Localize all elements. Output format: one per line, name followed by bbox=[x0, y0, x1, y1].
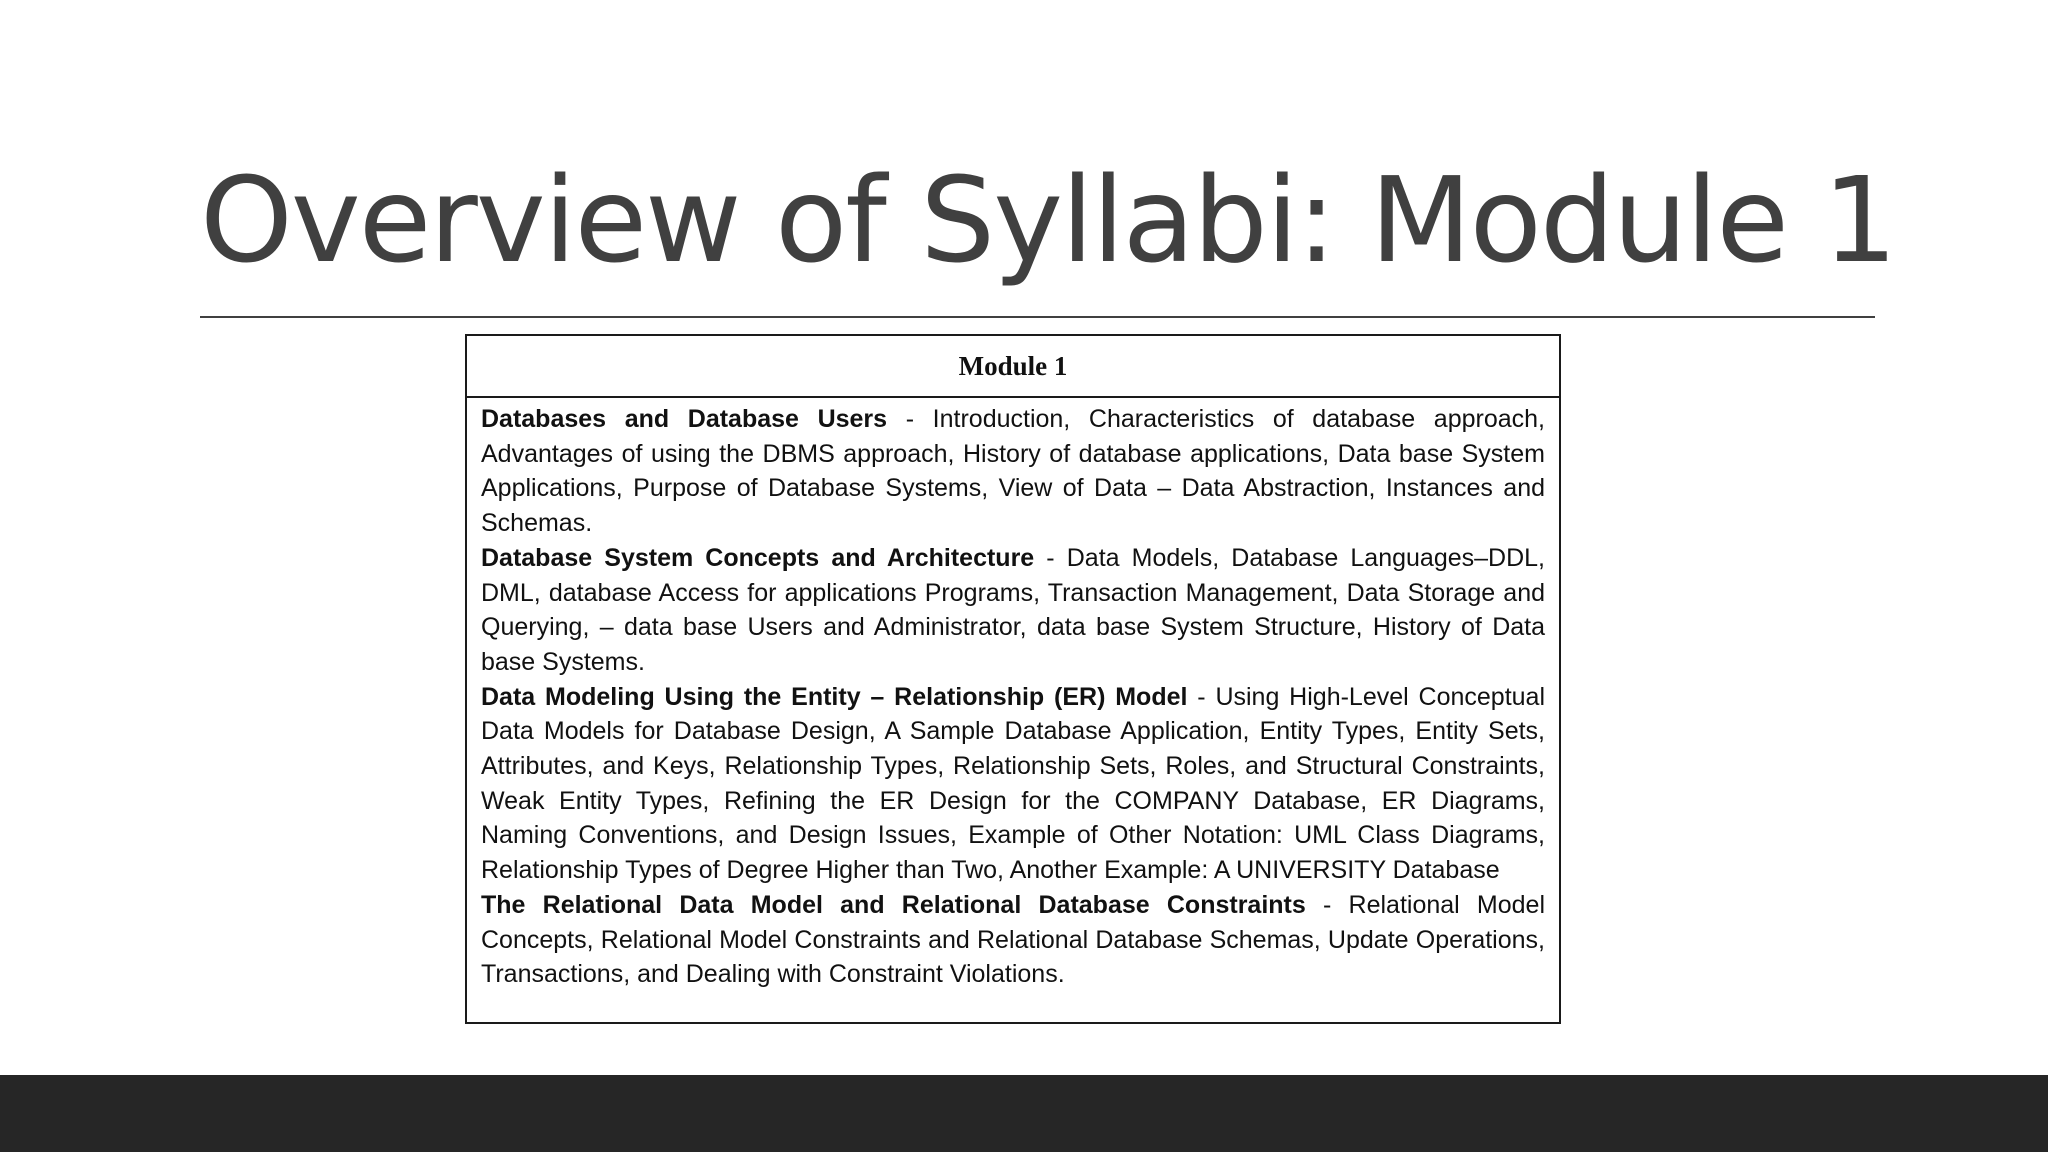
topic-separator: - bbox=[1187, 682, 1216, 711]
topic-separator: - bbox=[1034, 543, 1067, 572]
footer-bar bbox=[0, 1075, 2048, 1152]
topic-databases-and-users bbox=[481, 402, 1545, 541]
topic-text: Relational Model Concepts, Relational Model Constraints and Relational Database Schemas, Update Operations, Transactions, and Dealing with Constraint Violations. bbox=[481, 890, 1546, 989]
topic-system-concepts bbox=[481, 541, 1545, 680]
topic-separator: - bbox=[1305, 890, 1349, 919]
topic-relational-model bbox=[481, 888, 1545, 992]
topic-separator: - bbox=[887, 405, 933, 433]
topic-heading: The Relational Data Model and Relational Database Constraints bbox=[481, 890, 1306, 919]
topic-heading: Data Modeling Using the Entity – Relationship (ER) Model bbox=[481, 682, 1188, 711]
module-body bbox=[467, 398, 1559, 992]
title-divider bbox=[200, 316, 1875, 318]
topic-text: Data Models, Database Languages–DDL, DML, database Access for applications Programs, Transaction Management, Data Storage and Querying, – data base Users and Administrator, data base System Structure, History of Data base Systems. bbox=[481, 543, 1545, 676]
topic-text: Introduction, Characteristics of database approach, Advantages of using the DBMS approach, History of database applications, Data base System Applications, Purpose of Database Systems, View of Data – Data Abstraction, Instances and Schemas. bbox=[481, 405, 1546, 538]
topic-heading: Databases and Database Users bbox=[481, 405, 888, 433]
slide-title: Overview of Syllabi: Module 1 bbox=[200, 151, 1896, 289]
topic-er-model bbox=[481, 680, 1545, 888]
module-header: Module 1 bbox=[467, 336, 1559, 398]
topic-heading: Database System Concepts and Architecture bbox=[481, 543, 1035, 572]
module-syllabus-box bbox=[465, 334, 1561, 1024]
topic-text: Using High-Level Conceptual Data Models for Database Design, A Sample Database Application, Entity Types, Entity Sets, Attributes, and Keys, Relationship Types, Relationship Sets, Roles, and Structural Constraints, Weak Entity Types, Refining the ER Design for the COMPANY Database, ER Diagrams, Naming Conventions, and Design Issues, Example of Other Notation: UML Class Diagrams, Relationship Types of Degree Higher than Two, Another Example: A UNIVERSITY Database bbox=[481, 682, 1545, 885]
